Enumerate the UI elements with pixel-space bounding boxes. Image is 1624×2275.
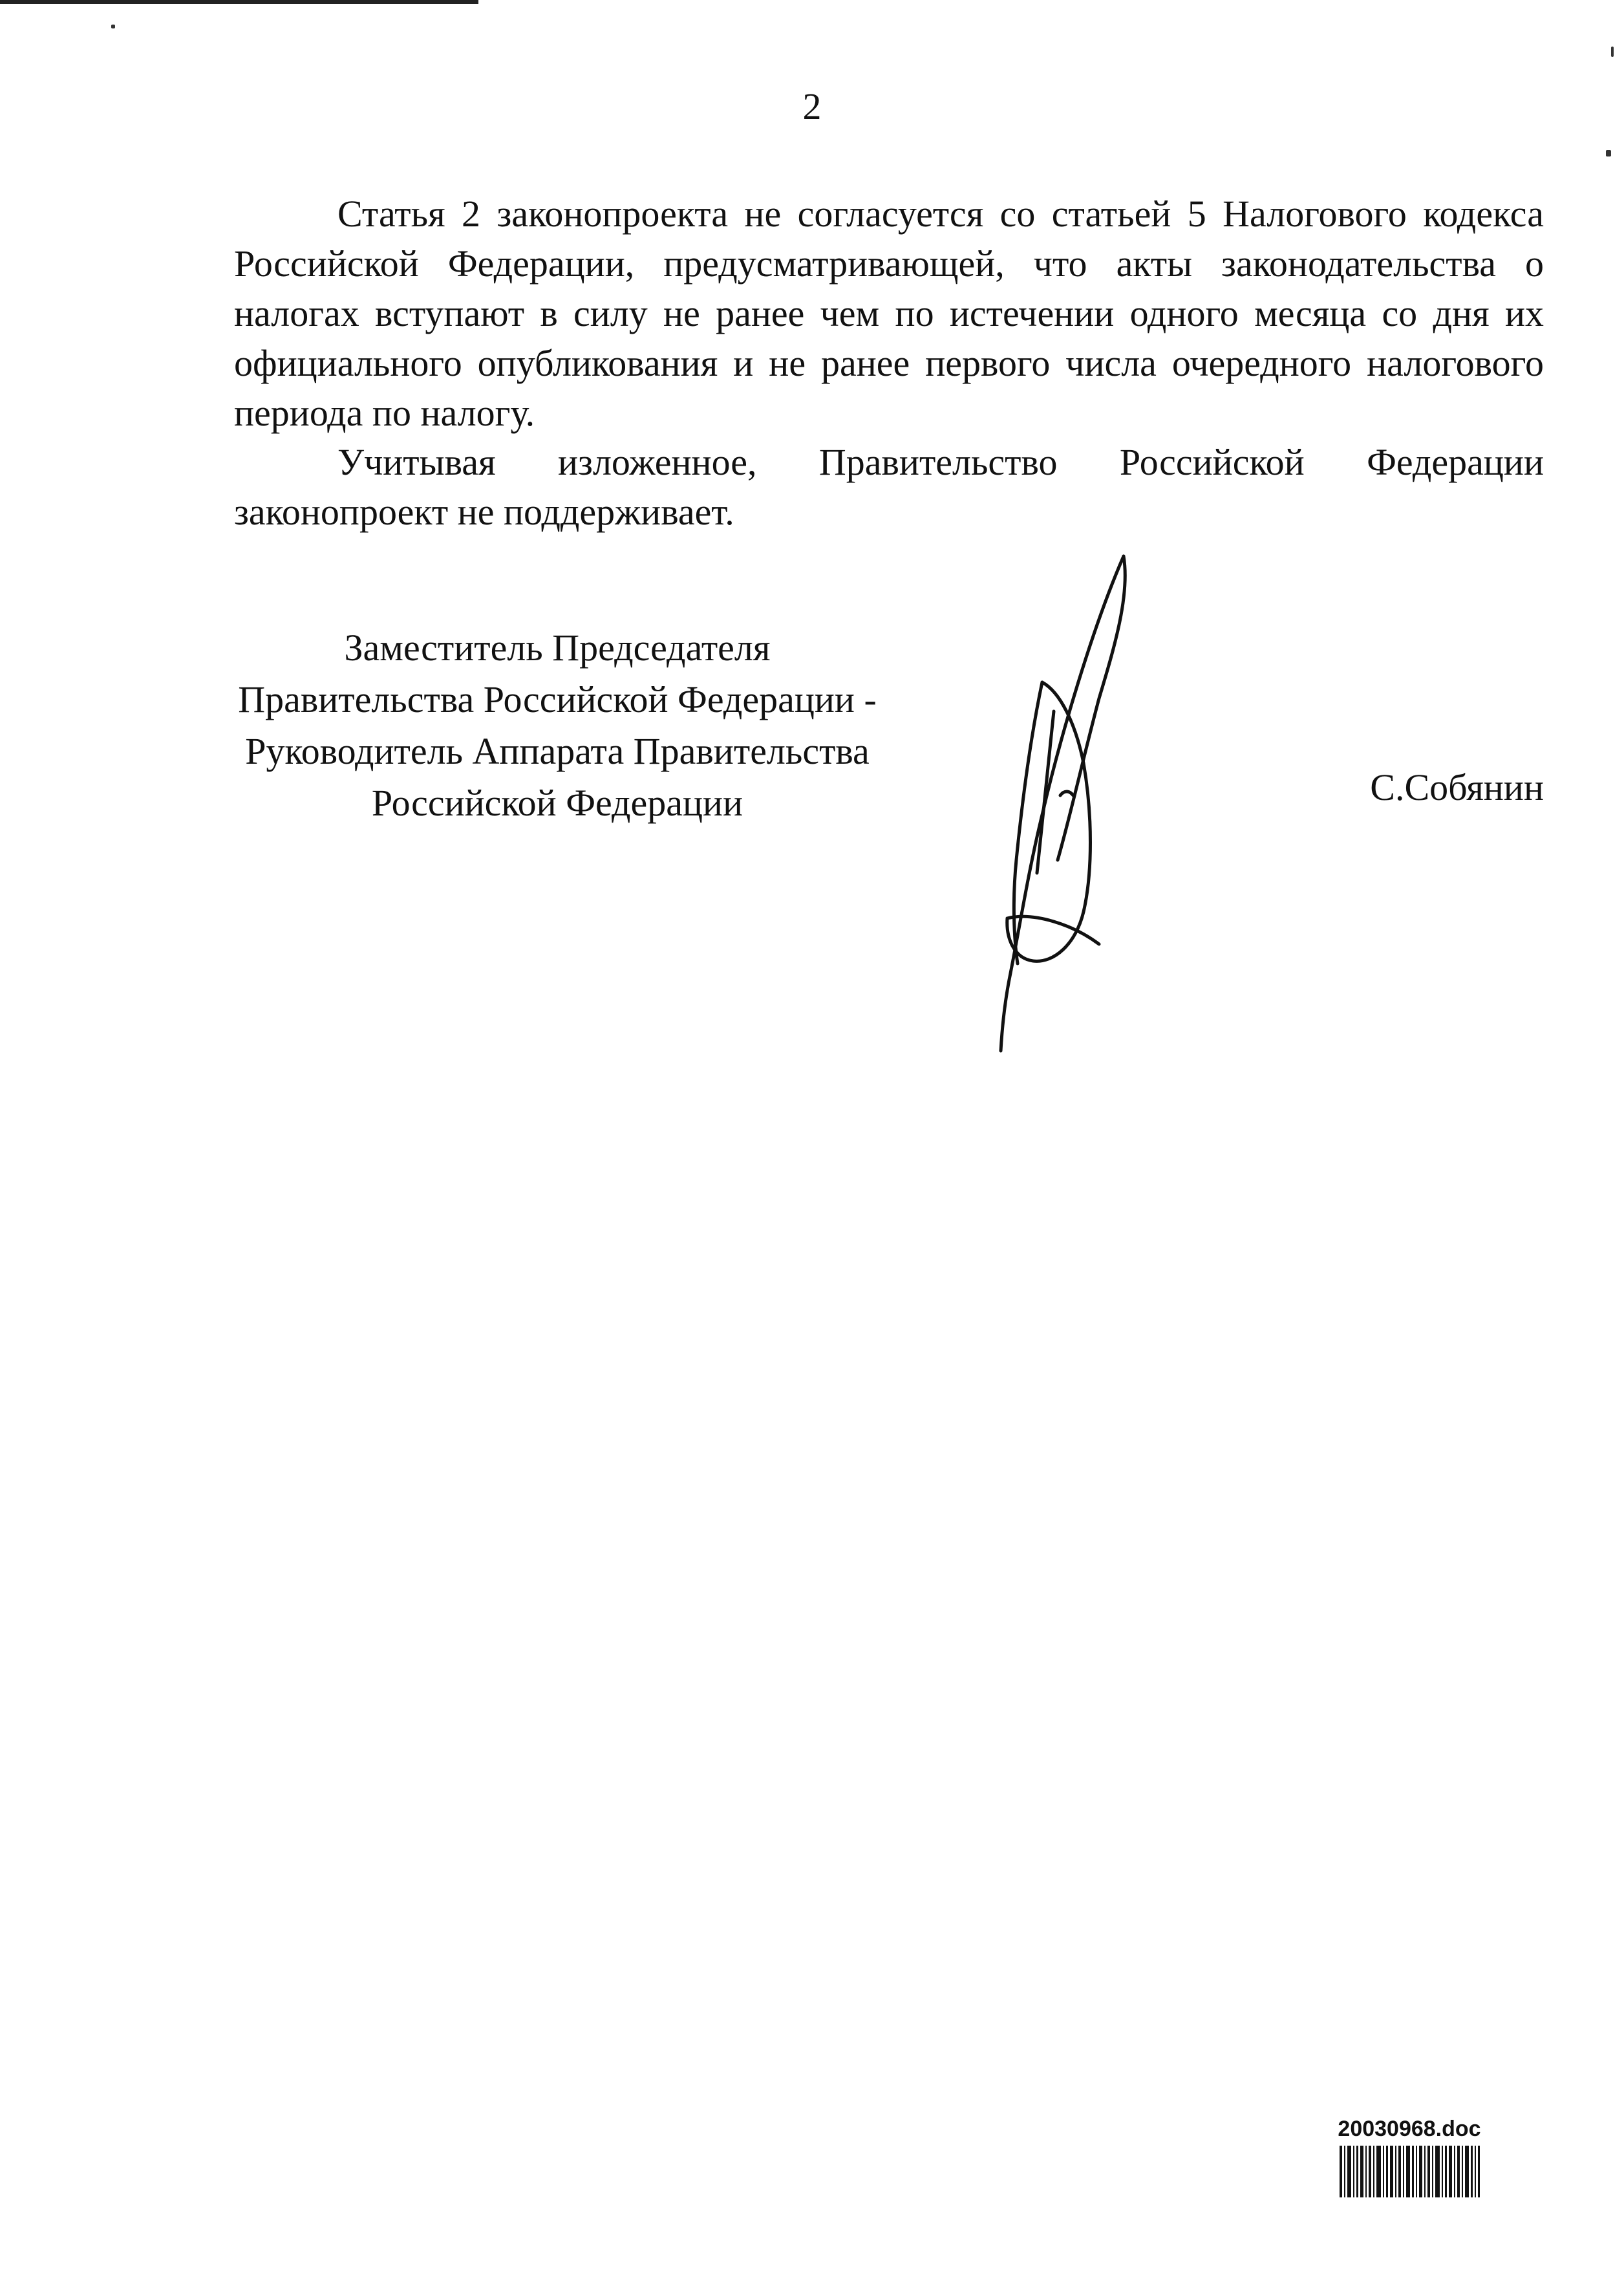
scan-speck: [1606, 150, 1611, 156]
document-body: [234, 189, 1544, 438]
scan-speck: [1611, 47, 1614, 57]
barcode-icon: [1338, 2146, 1480, 2197]
page-number: 2: [802, 85, 822, 127]
paragraph-conclusion-line-2: законопроект не поддерживает.: [234, 491, 734, 533]
handwritten-signature: [957, 550, 1164, 1061]
document-id: 20030968.doc: [1338, 2117, 1481, 2141]
scan-speck: [111, 25, 115, 28]
document-conclusion: [234, 437, 1544, 537]
signatory-title-line: Правительства Российской Федерации -: [238, 678, 877, 720]
signatory-title-line: Руководитель Аппарата Правительства: [245, 730, 870, 772]
document-footer: [1332, 2116, 1487, 2197]
signatory-title-line: Заместитель Председателя: [344, 627, 771, 669]
signer-name: С.Собянин: [1370, 766, 1544, 808]
paragraph-conclusion-line-1: Учитывая изложенное, Правительство Российской Федерации: [337, 441, 1544, 483]
paragraph-article-2: Статья 2 законопроекта не согласуется со статьей 5 Налогового кодекса Российской Федерации, предусматривающей, что акты законодательства о налогах вступают в силу не ранее чем по истечении одного месяца со дня их официального опубликования и не ранее первого числа очередного налогового периода по налогу.: [234, 193, 1544, 434]
signatory-title-line: Российской Федерации: [371, 782, 743, 824]
signatory-title-block: [234, 622, 881, 829]
scan-edge-line: [0, 0, 478, 4]
